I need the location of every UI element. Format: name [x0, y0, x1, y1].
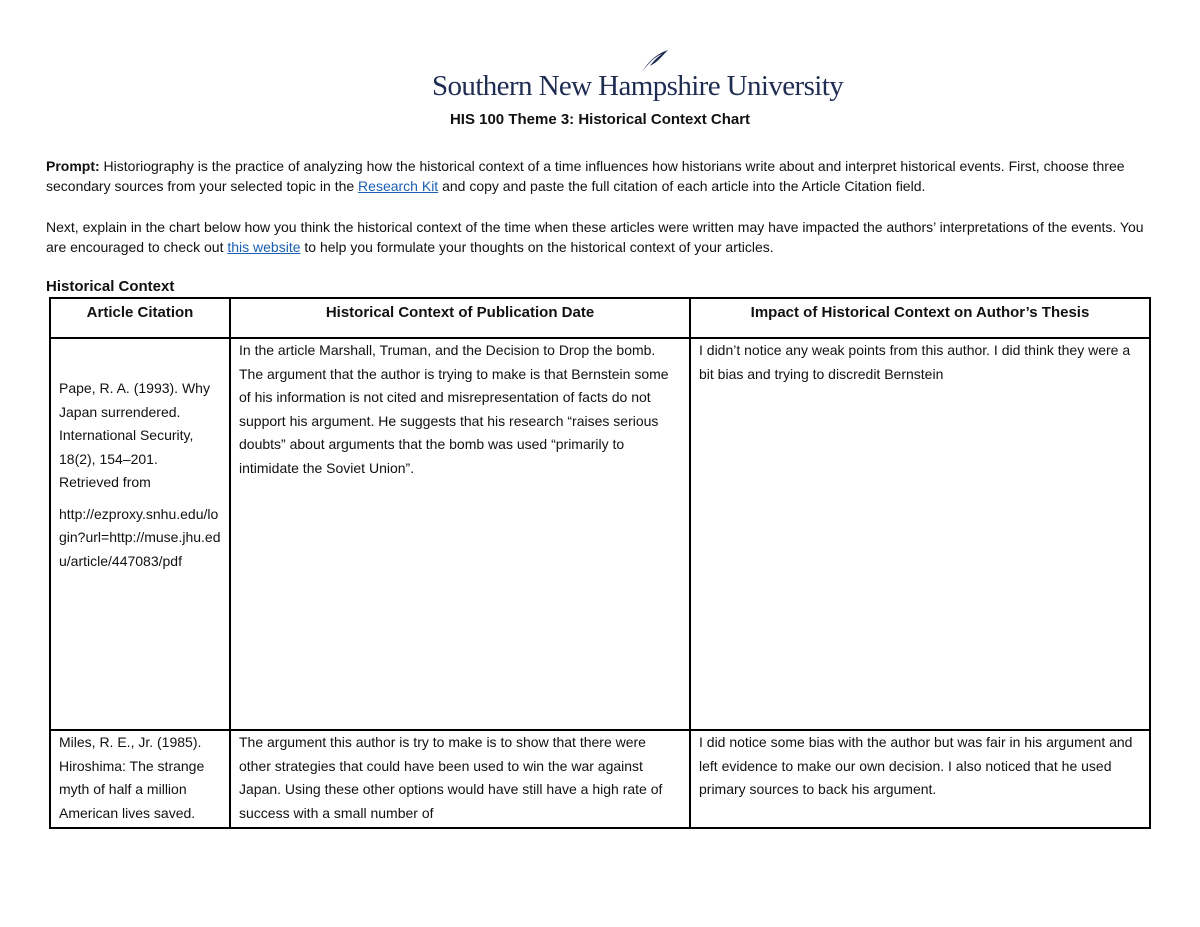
header-historical-context: Historical Context of Publication Date [230, 298, 690, 338]
table-row [50, 730, 1150, 828]
impact-cell[interactable]: I did notice some bias with the author but was fair in his argument and left evidence to make our own decision. I also noticed that he used primary sources to back his argument. [690, 730, 1150, 828]
table-row [50, 338, 1150, 730]
quill-icon [640, 48, 670, 74]
prompt-text-1: Historiography is the practice of analyzing how the historical context of a time influences how historians write about and interpret historical events. First, choose three secondary sources from your selected topic in the [46, 158, 1125, 194]
snhu-logo [432, 48, 844, 108]
logo-wordmark: Southern New Hampshire University [432, 70, 844, 102]
citation-cell[interactable]: Miles, R. E., Jr. (1985). Hiroshima: The strange myth of half a million American lives saved. [50, 730, 230, 828]
prompt-paragraph [46, 156, 1156, 196]
context-cell[interactable]: In the article Marshall, Truman, and the Decision to Drop the bomb. The argument that the author is trying to make is that Bernstein some of his information is not cited and misrepresentation of facts do not support his argument. He suggests that his research “raises serious doubts” about arguments that the bomb was used “primarily to intimidate the Soviet Union”. [230, 338, 690, 730]
instructions-text-2: to help you formulate your thoughts on the historical context of your articles. [300, 239, 774, 255]
research-kit-link[interactable]: Research Kit [358, 178, 439, 194]
instructions-text-1: Next, explain in the chart below how you think the historical context of the time when these articles were written may have impacted the authors’ interpretations of the events. You are encouraged to check out [46, 219, 1144, 255]
prompt-label: Prompt: [46, 158, 100, 174]
citation-url: http://ezproxy.snhu.edu/login?url=http://muse.jhu.edu/article/447083/pdf [59, 505, 221, 569]
historical-context-table [49, 297, 1151, 829]
context-cell[interactable]: The argument this author is try to make is to show that there were other strategies that could have been used to win the war against Japan. Using these other options would have still have a high rate of success with a small number of [230, 730, 690, 828]
citation-text: Pape, R. A. (1993). Why Japan surrendered. International Security, 18(2), 154–201. Retrieved from [59, 380, 210, 490]
citation-cell[interactable] [50, 338, 230, 730]
this-website-link[interactable]: this website [227, 239, 301, 255]
section-heading: Historical Context [46, 278, 175, 295]
document-title: HIS 100 Theme 3: Historical Context Chart [449, 111, 751, 128]
header-article-citation: Article Citation [50, 298, 230, 338]
impact-cell[interactable]: I didn’t notice any weak points from this author. I did think they were a bit bias and trying to discredit Bernstein [690, 338, 1150, 730]
table-header-row [50, 298, 1150, 338]
instructions-paragraph [46, 217, 1156, 257]
header-impact: Impact of Historical Context on Author’s Thesis [690, 298, 1150, 338]
prompt-text-2: and copy and paste the full citation of each article into the Article Citation field. [438, 178, 926, 194]
